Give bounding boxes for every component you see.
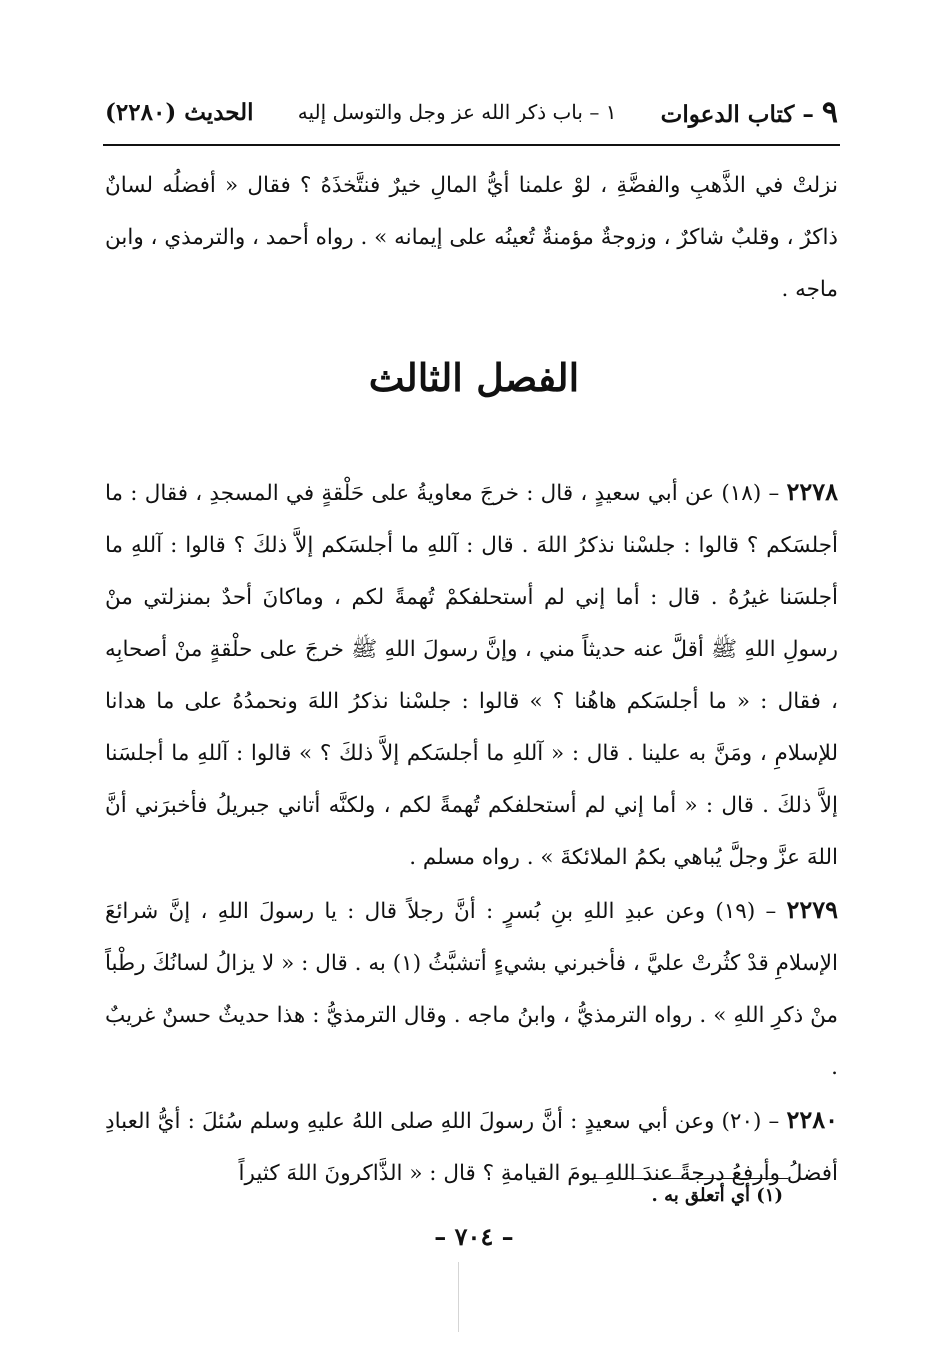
footnote-rule [588,1178,788,1179]
book-number: ٩ [821,94,838,130]
running-header [105,90,838,134]
hadith-number: ٢٢٧٩ [786,895,838,924]
intro-paragraph: نزلتْ في الذَّهبِ والفضَّةِ ، لوْ علمنا أيُّ المالِ خيرٌ فنتَّخذَهُ ؟ فقال « أفضلُه لسانٌ ذاكرٌ ، وقلبٌ شاكرٌ ، وزوجةٌ مؤمنةٌ تُعينُه على إيمانه » . رواه أحمد ، والترمذي ، وابن ماجه . [105,173,838,302]
footnote: (١) أي أتعلق به . [651,1185,783,1206]
header-rule [103,144,840,146]
hadith-text: – (١٩) وعن عبدِ اللهِ بنِ بُسرٍ : أنَّ رجلاً قال : يا رسولَ اللهِ ، إنَّ شرائعَ الإسلامِ قدْ كثُرتْ عليَّ ، فأخبرني بشيءٍ أتشبَّثُ (١) به . قال : « لا يزالُ لسانُكَ رطْباً منْ ذكرِ اللهِ » . رواه الترمذيُّ ، وابنُ ماجه . وقال الترمذيُّ : هذا حديثٌ حسنٌ غريبٌ . [105,899,838,1080]
chapter-heading: ١ – باب ذكر الله عز وجل والتوسل إليه [297,100,617,124]
scan-scratch [458,1262,459,1332]
hadith-text: – (٢٠) وعن أبي سعيدٍ : أنَّ رسولَ اللهِ صلى اللهُ عليهِ وسلم سُئلَ : أيُّ العبادِ أفضلُ وأرفعُ درجةً عندَ اللهِ يومَ القيامةِ ؟ قال : « الذَّاكرونَ اللهَ كثيراً [105,1109,838,1186]
book-heading [661,95,838,130]
hadith-number: ٢٢٧٨ [786,477,838,506]
book-title: – كتاب الدعوات [660,100,814,128]
hadith-number: ٢٢٨٠ [786,1105,838,1134]
hadith-block [105,466,838,1200]
hadith-item [105,884,838,1094]
hadith-item [105,466,838,884]
page-number: – ٧٠٤ – [434,1222,514,1251]
hadith-range: الحديث (٢٢٨٠) [105,98,254,126]
section-title: الفصل الثالث [368,355,580,400]
hadith-text: – (١٨) عن أبي سعيدٍ ، قال : خرجَ معاويةُ على حَلْقةٍ في المسجدِ ، فقال : ما أجلسَكم ؟ قالوا : جلسْنا نذكرُ اللهَ . قال : آللهِ ما أجلسَكم إلاَّ ذلكَ ؟ قالوا : آللهِ ما أجلسَنا غيرُهُ . قال : أما إني لم أستحلفكمْ تُهمةً لكم ، وماكانَ أحدٌ بمنزلتي منْ رسولِ اللهِ ﷺ أقلَّ عنه حديثاً مني ، وإنَّ رسولَ اللهِ ﷺ خرجَ على حلْقةٍ منْ أصحابِه ، فقال : « ما أجلسَكم هاهُنا ؟ » قالوا : جلسْنا نذكرُ اللهَ ونحمدُهُ على ما هدانا للإسلامِ ، ومَنَّ به علينا . قال : « آللهِ ما أجلسَكم إلاَّ ذلكَ ؟ » قالوا : آللهِ ما أجلسَنا إلاَّ ذلكَ . قال : « أما إني لم أستحلفكم تُهمةً لكم ، ولكنَّه أتاني جبريلُ فأخبرَني أنَّ اللهَ عزَّ وجلَّ يُباهي بكمُ الملائكةَ » . رواه مسلم . [105,481,838,870]
